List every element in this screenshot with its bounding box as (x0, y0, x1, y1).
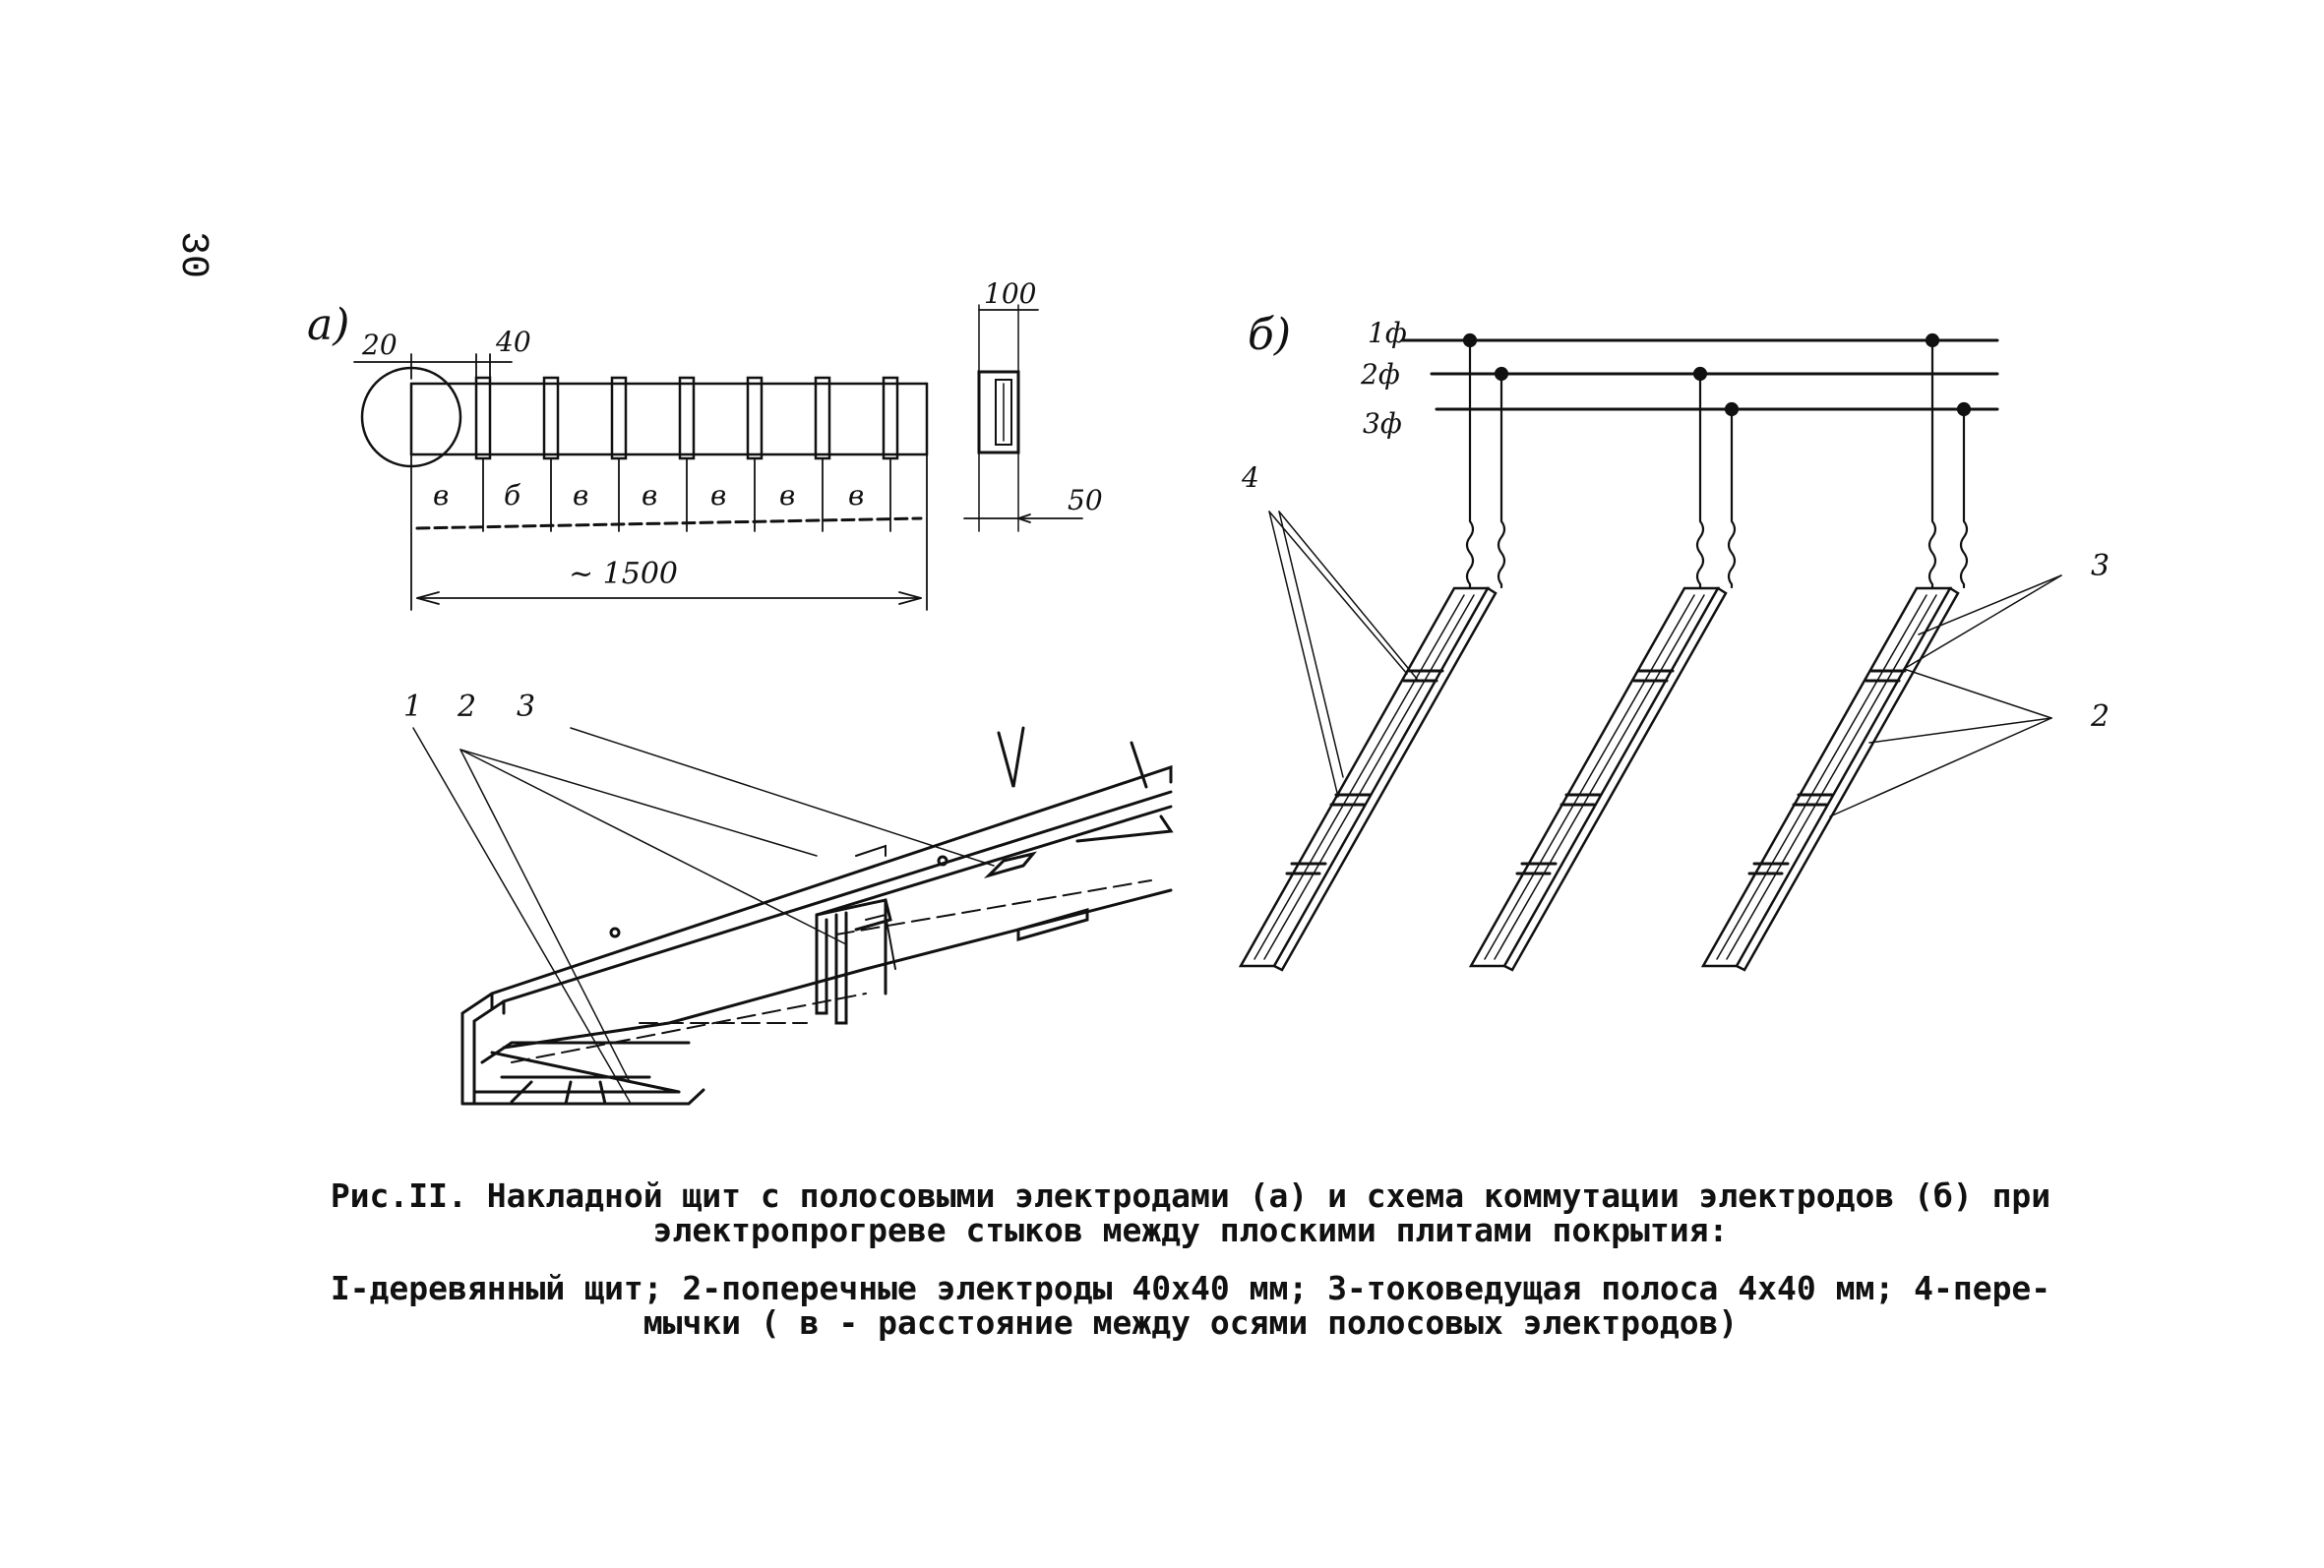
cross-section (964, 305, 1082, 531)
board-b-3 (1703, 588, 1958, 970)
electrode-strips (476, 378, 897, 458)
dim-50: 50 (1068, 484, 1103, 516)
phase-2: 2ф (1361, 358, 1400, 391)
dim-total: ~ 1500 (569, 557, 679, 591)
spacing-label: в (710, 479, 727, 512)
spacing-label: в (848, 479, 865, 512)
callout-b-2: 2 (2091, 699, 2110, 734)
caption-line-2: электропрогреве стыков между плоскими плитами покрытия: (652, 1211, 1729, 1249)
panel-a-label: а) (307, 300, 350, 350)
board-plan-view (411, 384, 927, 454)
callout-leaders-a (413, 728, 994, 1102)
callout-4: 4 (1242, 461, 1259, 494)
board-b-1 (1241, 588, 1496, 970)
figure-legend (315, 1271, 2066, 1340)
board-isometric (462, 728, 1171, 1104)
caption-line-3: I-деревянный щит; 2-поперечные электроды 40х40 мм; 3-токоведущая полоса 4х40 мм; 4-пере- (330, 1269, 2051, 1307)
spacing-label: в (779, 479, 796, 512)
phase-1: 1ф (1368, 317, 1407, 349)
spacing-label: в (433, 479, 450, 512)
panel-b-label: б) (1248, 310, 1292, 360)
board-b-2 (1471, 588, 1726, 970)
dim-100: 100 (984, 277, 1037, 310)
spacing-labels (433, 479, 864, 512)
callout-2: 2 (458, 690, 477, 724)
callout-1: 1 (403, 690, 423, 724)
caption-line-1: Рис.II. Накладной щит с полосовыми электродами (а) и схема коммутации электродов (б) при (330, 1176, 2051, 1215)
caption-line-4: мычки ( в - расстояние между осями полосовых электродов) (642, 1303, 1739, 1342)
phase-3: 3ф (1363, 407, 1402, 440)
callout-3: 3 (517, 690, 536, 724)
spacing-label: в (573, 479, 589, 512)
figure-caption (315, 1178, 2066, 1247)
spacing-label: б (504, 479, 521, 512)
dim-40: 40 (496, 326, 531, 358)
page-number: 30 (170, 231, 214, 279)
spacing-dim-line (417, 518, 921, 528)
spacing-label: в (642, 479, 658, 512)
callout-b-3: 3 (2091, 549, 2110, 583)
dim-20: 20 (362, 329, 398, 361)
